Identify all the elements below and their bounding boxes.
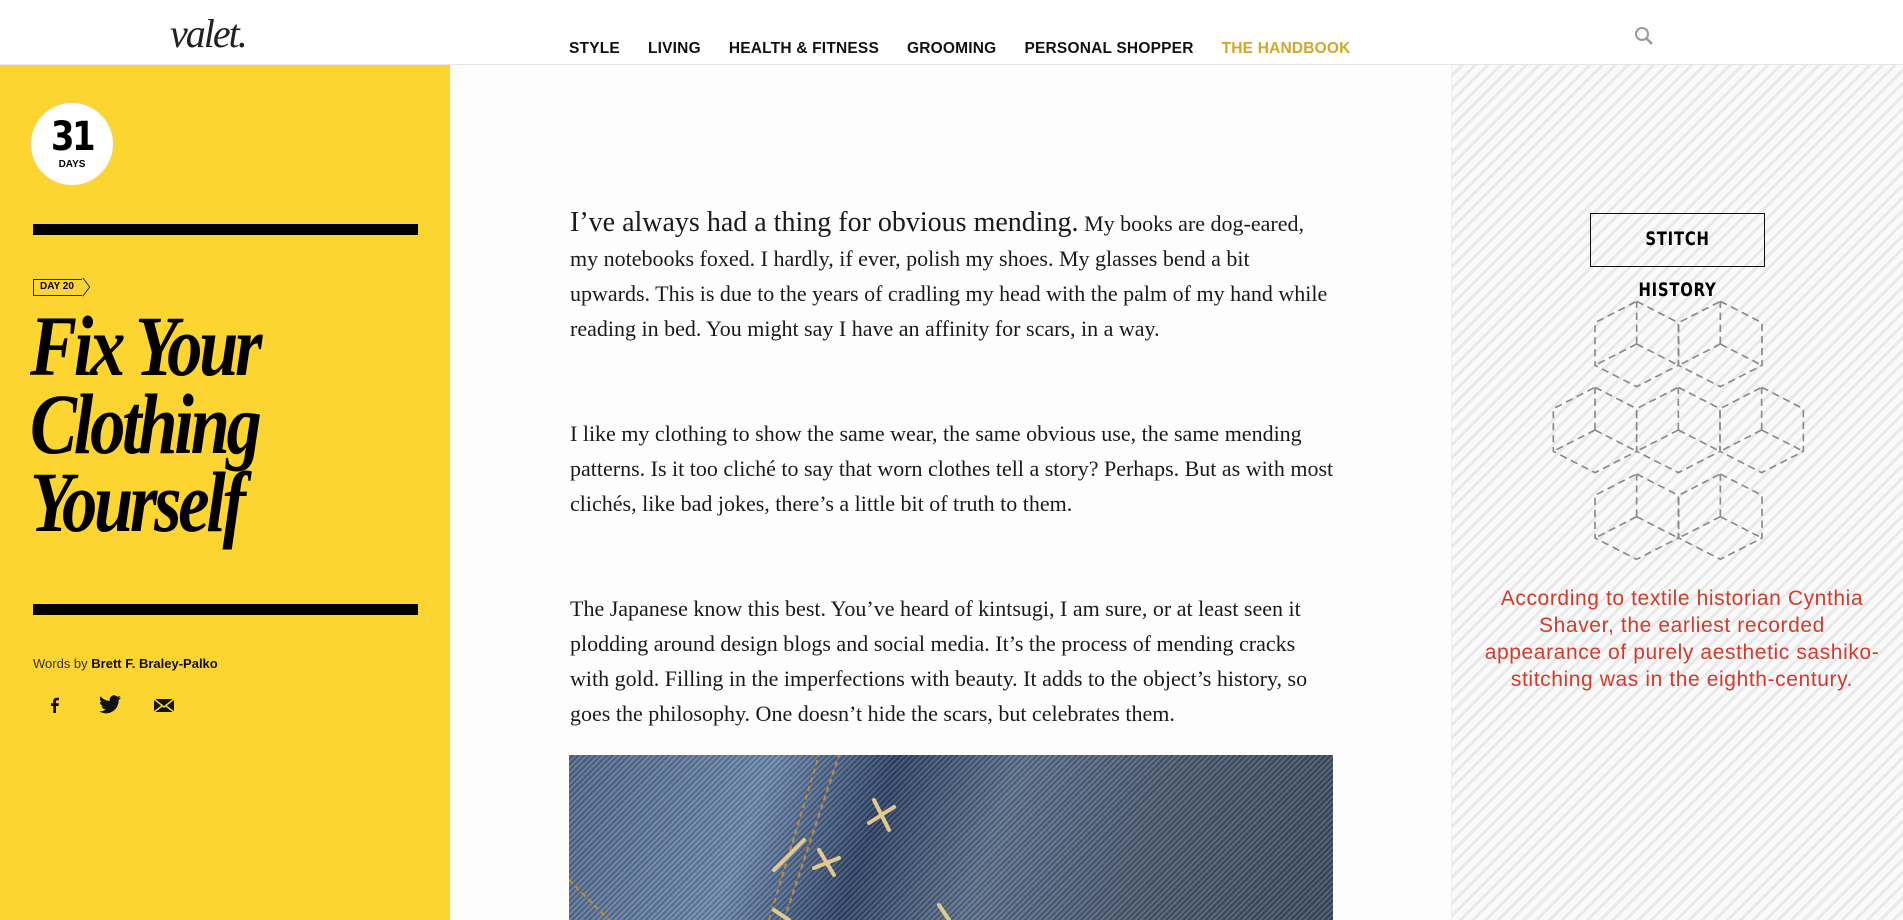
cube-stitch bbox=[1679, 301, 1762, 386]
nav-grooming[interactable]: GROOMING bbox=[907, 40, 997, 57]
twitter-icon[interactable] bbox=[98, 695, 122, 715]
byline bbox=[33, 656, 218, 671]
article-body bbox=[570, 205, 1335, 801]
sidebar-aside bbox=[1451, 65, 1903, 920]
cube-stitch bbox=[1637, 387, 1720, 472]
cube-stitch bbox=[1679, 474, 1762, 559]
cube-stitch bbox=[1595, 474, 1678, 559]
article-sidebar bbox=[0, 65, 450, 920]
lead-sentence: I’ve always had a thing for obvious mending. bbox=[570, 207, 1079, 238]
facebook-icon[interactable] bbox=[44, 695, 66, 715]
31-days-badge[interactable] bbox=[31, 103, 113, 185]
cube-stitch bbox=[1553, 387, 1636, 472]
main-nav bbox=[569, 40, 1351, 58]
stitch-fact: According to textile historian Cynthia Shaver, the earliest recorded appearance of purely aesthetic sashiko-stitching was in the eighth-century. bbox=[1484, 587, 1880, 691]
paragraph: I like my clothing to show the same wear, the same obvious use, the same mending patterns. Is it too cliché to say that worn clothes tell a story? Perhaps. But as with most clichés, like bad jokes, there’s a little bit of truth to them. bbox=[570, 421, 1334, 516]
nav-style[interactable]: STYLE bbox=[569, 40, 620, 57]
nav-the-handbook[interactable]: THE HANDBOOK bbox=[1221, 40, 1351, 57]
divider bbox=[33, 224, 418, 235]
sashiko-pattern-illustration bbox=[1521, 280, 1821, 580]
nav-living[interactable]: LIVING bbox=[647, 40, 701, 57]
email-icon[interactable] bbox=[153, 695, 175, 715]
valet-logo[interactable]: valet. bbox=[170, 11, 246, 56]
nav-personal-shopper[interactable]: PERSONAL SHOPPER bbox=[1024, 40, 1194, 57]
paragraph bbox=[570, 205, 1335, 346]
cube-stitch bbox=[1595, 301, 1678, 386]
nav-health-fitness[interactable]: HEALTH & FITNESS bbox=[728, 40, 879, 57]
search-icon[interactable] bbox=[1634, 26, 1654, 46]
divider bbox=[33, 604, 418, 615]
title-line: Clothing bbox=[30, 376, 259, 472]
site-header bbox=[0, 0, 1903, 65]
title-line: Fix Your bbox=[30, 298, 260, 394]
stitches-illustration bbox=[569, 755, 1333, 920]
author-name[interactable]: Brett F. Braley-Palko bbox=[91, 656, 218, 671]
badge-number: 31 bbox=[50, 114, 94, 160]
article-title bbox=[30, 298, 358, 550]
paragraph: The Japanese know this best. You’ve heard of kintsugi, I am sure, or at least seen it plodding around design blogs and social media. It’s the process of mending cracks with gold. Filling in the imperfections with beauty. It adds to the object’s history, so goes the philosophy. One doesn’t hide the scars, but celebrates them. bbox=[570, 596, 1308, 726]
cube-stitch bbox=[1720, 387, 1803, 472]
byline-prefix: Words by bbox=[33, 656, 88, 671]
badge-label: DAYS bbox=[58, 159, 86, 170]
denim-photo bbox=[569, 755, 1333, 920]
title-line: Yourself bbox=[30, 454, 243, 550]
day-tag: DAY 20 bbox=[33, 279, 82, 296]
stitch-history-heading: STITCH HISTORY bbox=[1590, 213, 1765, 267]
paragraph-text: My books are dog-eared, my notebooks foxed. I hardly, if ever, polish my shoes. My glasses bend a bit upwards. This is due to the years of cradling my head with the palm of my hand while reading in bed. You might say I have an affinity for scars, in a way. bbox=[570, 211, 1328, 341]
